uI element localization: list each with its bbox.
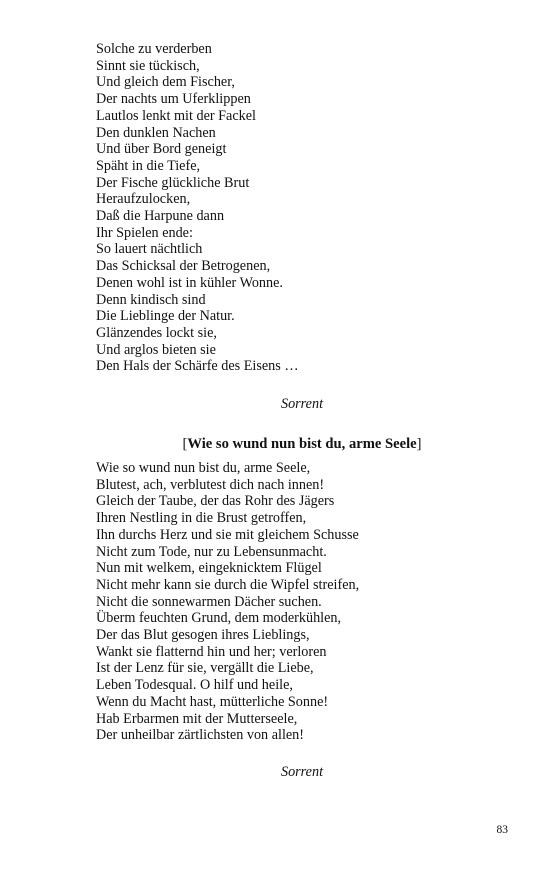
poem-line: Nicht die sonnewarmen Dächer suchen. [96,593,322,610]
poem-line: Ihr Spielen ende: [96,224,193,241]
poem-line: Nicht zum Tode, nur zu Lebensunmacht. [96,543,327,560]
poem-line: Wankt sie flatternd hin und her; verloren [96,643,327,660]
poem-line: Solche zu verderben [96,41,212,57]
page-number: 83 [496,824,508,836]
poem-line: Glänzendes lockt sie, [96,324,217,341]
poem-line: Und über Bord geneigt [96,141,227,158]
poem-line: Nun mit welkem, eingeknicktem Flügel [96,560,322,577]
poem-2-title [96,435,508,453]
poem-line: Der Fische glückliche Brut [96,174,250,191]
poem-line: Wie so wund nun bist du, arme Seele, [96,460,311,476]
poem-line: Sinnt sie tückisch, [96,57,200,74]
title-bracket-close: ] [416,436,422,452]
poem-line: Blutest, ach, verblutest dich nach innen! [96,476,325,493]
poem-line: Heraufzulocken, [96,191,191,208]
poem-line: Lautlos lenkt mit der Fackel [96,107,256,124]
poem-1-place: Sorrent [280,396,324,412]
poem-line: Ist der Lenz für sie, vergällt die Liebe, [96,660,314,677]
poem-line: Den Hals der Schärfe des Eisens … [96,358,299,375]
poem-line: Der unheilbar zärtlichsten von allen! [96,727,304,744]
poem-line: Der das Blut gesogen ihres Lieblings, [96,627,310,644]
poem-2-place: Sorrent [280,764,324,780]
poem-2-text [96,460,359,744]
poem-line: Wenn du Macht hast, mütterliche Sonne! [96,693,329,710]
title-bracket-open: [ [182,436,188,452]
poem-line: Hab Erbarmen mit der Mutterseele, [96,710,298,727]
poem-line: Ihren Nestling in die Brust getroffen, [96,510,307,527]
poem-line: Und arglos bieten sie [96,341,216,358]
poem-line: Denn kindisch sind [96,291,206,308]
poem-2-title-text: Wie so wund nun bist du, arme Seele [187,436,417,452]
poem-line: Den dunklen Nachen [96,124,216,141]
poem-line: Späht in die Tiefe, [96,157,201,174]
poem-line: Nicht mehr kann sie durch die Wipfel streifen, [96,576,360,593]
poem-line: So lauert nächtlich [96,241,203,258]
poem-line: Leben Todesqual. O hilf und heile, [96,677,293,694]
poem-line: Der nachts um Uferklippen [96,91,251,108]
poem-line: Und gleich dem Fischer, [96,74,235,91]
poem-line: Daß die Harpune dann [96,208,225,225]
poem-line: Gleich der Taube, der das Rohr des Jägers [96,493,335,510]
poem-line: Das Schicksal der Betrogenen, [96,258,271,275]
poem-line: Denen wohl ist in kühler Wonne. [96,274,283,291]
poem-line: Die Lieblinge der Natur. [96,308,235,325]
poem-1-text [96,41,299,375]
poem-line: Überm feuchten Grund, dem moderkühlen, [96,610,342,627]
poem-line: Ihn durchs Herz und sie mit gleichem Schusse [96,526,359,543]
